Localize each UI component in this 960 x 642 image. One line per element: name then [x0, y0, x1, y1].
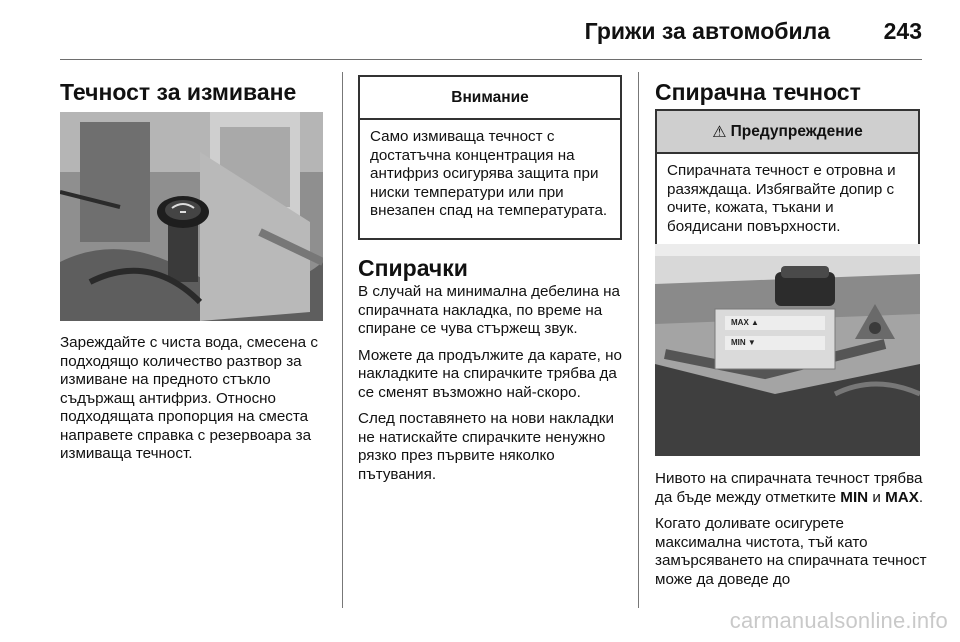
brakes-paragraph-2: Можете да продължите да карате, но накладките на спирачките трябва да се сменят възможно най-скоро. — [358, 346, 622, 401]
notice-box-text: Само измиваща течност с достатъчна концентрация на антифриз осигурява защита при ниски температури или при внезапен спад на температурата. — [370, 128, 608, 219]
brake-fluid-refill-paragraph: Когато доливате осигурете максимална чистота, тъй като замърсяването на спирачната течност може да доведе до — [655, 515, 927, 588]
notice-box — [358, 75, 622, 240]
photo-label-min: MIN ▼ — [731, 338, 756, 347]
brake-fluid-reservoir-photo — [655, 244, 920, 456]
washer-fluid-heading: Течност за измиване — [60, 79, 297, 105]
brake-fluid-level-paragraph — [655, 470, 927, 507]
warning-box — [655, 109, 920, 265]
brakes-paragraph-3: След поставянето на нови накладки не натискайте спирачките ненужно рязко през първите няколко пътувания. — [358, 410, 615, 483]
column-divider-1 — [342, 72, 343, 608]
level-and: и — [872, 488, 881, 506]
washer-fluid-text: Зареждайте с чиста вода, смесена с подходящо количество разтвор за измиване на предното стъкло съдържащ антифриз. Относно подходящата пропорция на сместа направете справка с резервоара за измиваща течност. — [60, 334, 318, 462]
min-mark-label: MIN — [840, 488, 869, 506]
watermark: carmanualsonline.info — [729, 608, 948, 633]
warning-box-title — [657, 111, 918, 154]
photo-label-max: MAX ▲ — [731, 318, 759, 327]
notice-box-title: Внимание — [360, 77, 620, 120]
running-header-title: Грижи за автомобила — [584, 18, 830, 44]
column-divider-2 — [638, 72, 639, 608]
brake-fluid-heading: Спирачна течност — [655, 79, 861, 105]
warning-triangle-icon: ⚠ — [712, 123, 727, 141]
page-number: 243 — [883, 18, 922, 44]
brakes-text — [358, 283, 630, 492]
level-end: . — [918, 488, 924, 506]
header-divider — [60, 59, 922, 60]
brakes-paragraph-1: В случай на минимална дебелина на спирачната накладка, по време на спиране се чува стържещ звук. — [358, 283, 620, 337]
brakes-heading: Спирачки — [358, 255, 468, 281]
level-text: Нивото на спирачната течност трябва да бъде между отметките — [655, 470, 923, 506]
max-mark-label: MAX — [885, 488, 919, 506]
warning-box-text: Спирачната течност е отровна и разяждаща. Избягвайте допир с очите, кожата, тъкани и боядисани повърхности. — [667, 162, 896, 235]
washer-reservoir-photo — [60, 112, 323, 321]
warning-box-title-text: Предупреждение — [730, 122, 863, 140]
brake-fluid-text — [655, 470, 927, 597]
